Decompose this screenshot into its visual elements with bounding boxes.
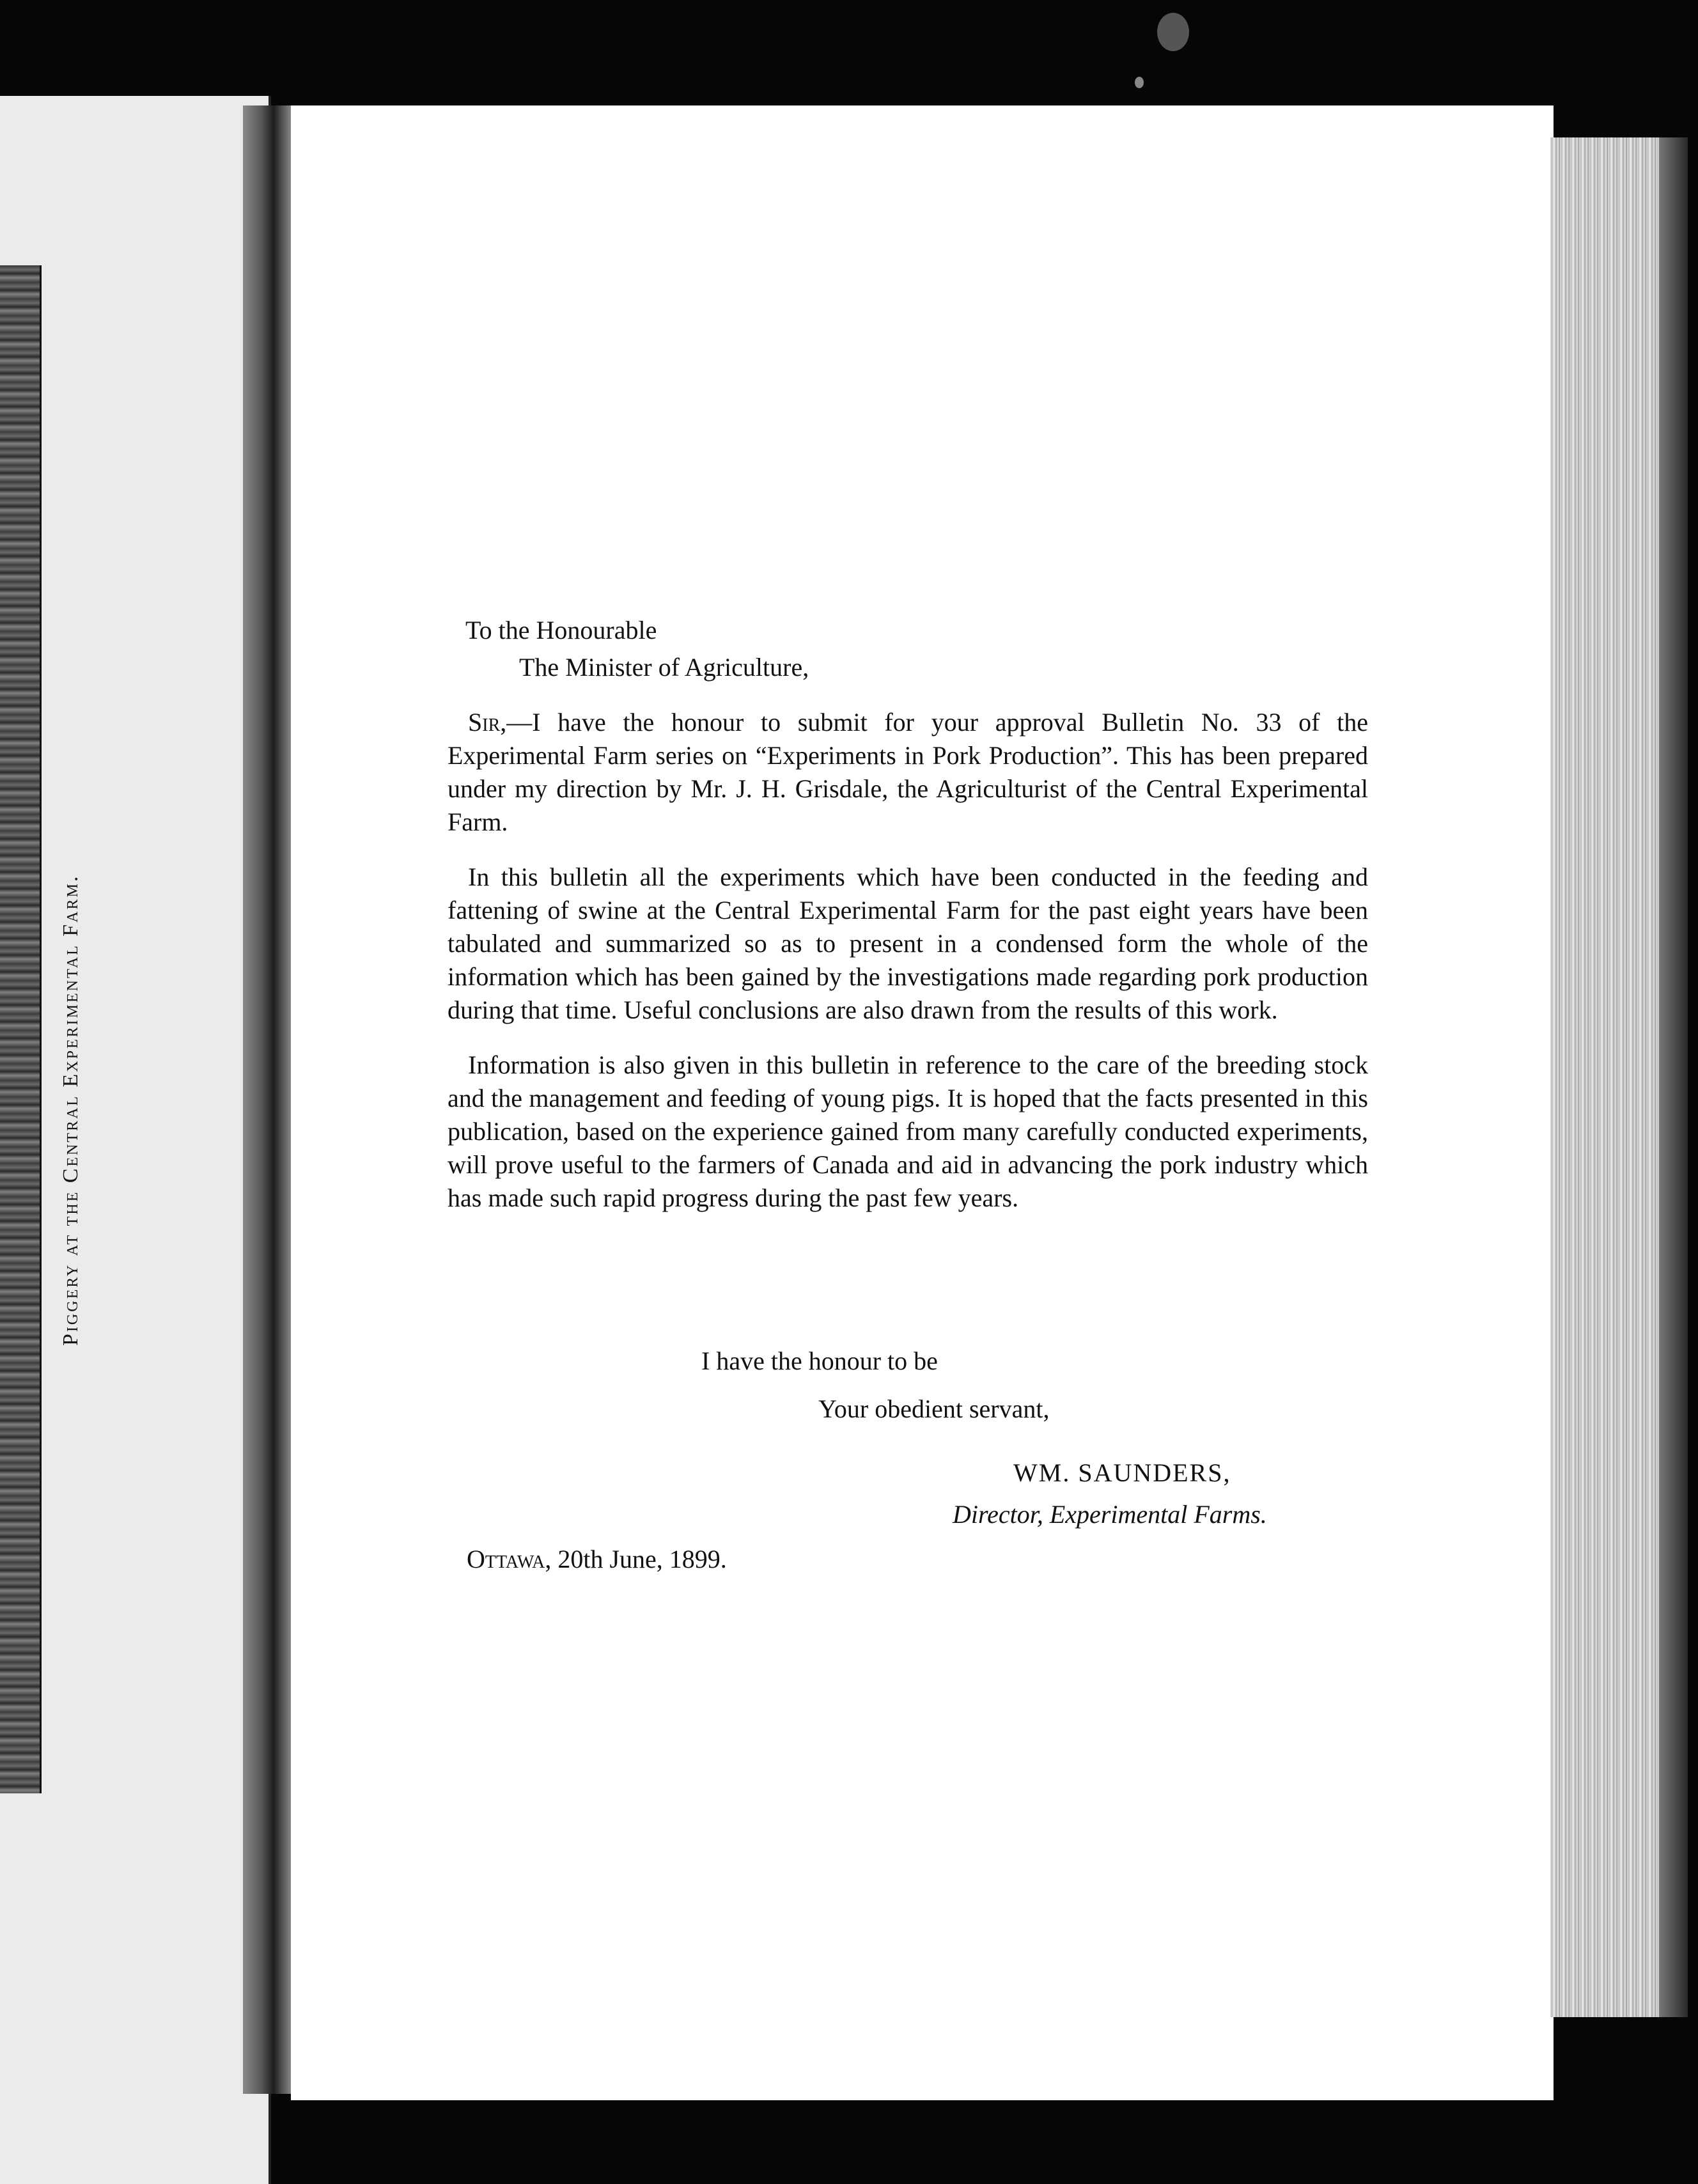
paragraph-3: Information is also given in this bulletin in reference to the care of the breeding stock and the management and feeding of young pigs. It is hoped that the facts presented in this publication, based on the experience gained from many carefully conducted experiments, will prove useful to the farmers of Canada and aid in advancing the pork industry which has made such rapid progress during the past few years. [448, 1050, 1368, 1212]
page-edges [1550, 137, 1659, 2017]
paragraph-2: In this bulletin all the experiments which have been conducted in the feeding and fattening of swine at the Central Experimental Farm for the past eight years have been tabulated and summarized so as to present in a condensed form the whole of the information which has been gained by the investigations made regarding pork production during that time. Useful conclusions are also drawn from the results of this work. [448, 862, 1368, 1024]
page-edges-shadow [1659, 137, 1688, 2017]
book-gutter [243, 105, 294, 2094]
letter-body [448, 614, 1368, 1215]
date: 20th June, 1899. [557, 1545, 727, 1573]
plate-caption: Piggery at the Central Experimental Farm. [59, 874, 82, 1346]
paragraph-1-lead: Sir, [468, 708, 507, 737]
place: Ottawa, [467, 1545, 552, 1573]
signatory-title: Director, Experimental Farms. [953, 1500, 1267, 1529]
closing-line-2: Your obedient servant, [818, 1394, 1050, 1423]
paragraph-1 [448, 706, 1368, 839]
salutation-line-1: To the Honourable [465, 616, 657, 644]
paragraph-1-text: —I have the honour to submit for your approval Bulletin No. 33 of the Experimental Farm series on “Experiments in Pork Production”. This has been prepared under my direction by Mr. J. H. Grisdale, the Agriculturist of the Central Experimental Farm. [448, 708, 1368, 836]
photo-plate-edge [0, 265, 42, 1793]
scan-speck [1135, 77, 1144, 88]
signatory-name: WM. SAUNDERS, [1013, 1458, 1231, 1487]
salutation-line-2: The Minister of Agriculture, [519, 653, 809, 682]
closing-line-1: I have the honour to be [701, 1346, 938, 1375]
place-and-date [467, 1544, 727, 1574]
scan-speck [1157, 13, 1189, 51]
